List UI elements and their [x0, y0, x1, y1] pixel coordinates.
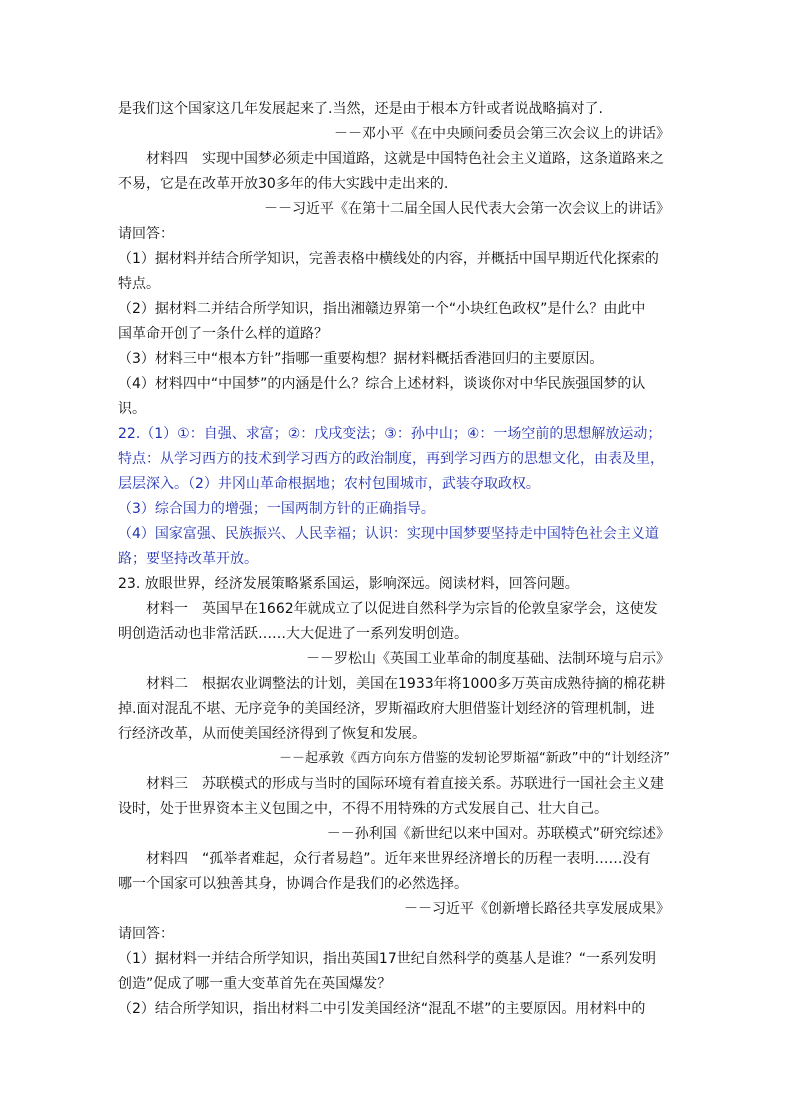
question-line: 创造”促成了哪一重大变革首先在英国爆发？: [118, 976, 392, 992]
material-four-line: 材料四 实现中国梦必须走中国道路，这就是中国特色社会主义道路，这条道路来之: [146, 151, 664, 167]
material-one-line: 材料一 英国早在1662年就成立了以促进自然科学为宗旨的伦敦皇家学会，这使发: [146, 601, 658, 617]
question-heading: 23. 放眼世界，经济发展策略紧系国运，影响深远。阅读材料，回答问题。: [118, 576, 579, 592]
material-three-line: 材料三 苏联模式的形成与当时的国际环境有着直接关系。苏联进行一国社会主义建: [146, 776, 664, 792]
text-line: 行经济改革，从而使美国经济得到了恢复和发展。: [118, 726, 426, 742]
answer-line: 特点：从学习西方的技术到学习西方的政治制度，再到学习西方的思想文化，由表及里，: [118, 451, 664, 467]
question-line: （2）结合所学知识，指出材料二中引发美国经济“混乱不堪”的主要原因。用材料中的: [118, 1001, 646, 1017]
answer-prompt: 请回答：: [118, 926, 174, 942]
question-line: 国革命开创了一条什么样的道路？: [118, 326, 328, 342]
citation-line: －－起承敦《西方向东方借鉴的发轫论罗斯福“新政”中的“计划经济”: [279, 751, 670, 766]
answer-line: 路；要坚持改革开放。: [118, 551, 258, 567]
material-two-line: 材料二 根据农业调整法的计划，美国在1933年将1000多万英亩成熟待摘的棉花耕: [146, 676, 666, 692]
citation-line: －－罗松山《英国工业革命的制度基础、法制环境与启示》: [306, 651, 670, 667]
text-line: 不易，它是在改革开放30多年的伟大实践中走出来的.: [118, 176, 449, 192]
citation-line: －－孙利国《新世纪以来中国对。苏联模式”研究综述》: [326, 826, 670, 842]
citation-line: －－邓小平《在中央顾问委员会第三次会议上的讲话》: [334, 126, 670, 142]
answer-prompt: 请回答：: [118, 226, 174, 242]
citation-line: －－习近平《在第十二届全国人民代表大会第一次会议上的讲话》: [264, 201, 670, 217]
answer-line: （4）国家富强、民族振兴、人民幸福；认识：实现中国梦要坚持走中国特色社会主义道: [118, 526, 659, 542]
question-line: （4）材料四中“中国梦”的内涵是什么？综合上述材料，谈谈你对中华民族强国梦的认: [118, 376, 646, 392]
answer-line: 22.（1）①：自强、求富；②：戊戌变法；③：孙中山；④：一场空前的思想解放运动；: [118, 426, 662, 442]
question-line: （1）据材料一并结合所学知识，指出英国17世纪自然科学的奠基人是谁？“一系列发明: [118, 951, 656, 967]
material-four-line: 材料四 “孤举者难起，众行者易趋”。近年来世界经济增长的历程一表明……没有: [146, 851, 651, 867]
text-line: 设时，处于世界资本主义包围之中，不得不用特殊的方式发展自己、壮大自己。: [118, 801, 608, 817]
question-line: （3）材料三中“根本方针”指哪一重要构想？据材料概括香港回归的主要原因。: [118, 351, 604, 367]
question-line: （1）据材料并结合所学知识，完善表格中横线处的内容，并概括中国早期近代化探索的: [118, 251, 659, 267]
question-line: （2）据材料二并结合所学知识，指出湘赣边界第一个“小块红色政权”是什么？由此中: [118, 301, 646, 317]
text-line: 哪一个国家可以独善其身，协调合作是我们的必然选择。: [118, 876, 468, 892]
text-line: 明创造活动也非常活跃……大大促进了一系列发明创造。: [118, 626, 468, 642]
text-line: 掉.面对混乱不堪、无序竞争的美国经济，罗斯福政府大胆借鉴计划经济的管理机制，进: [118, 701, 655, 717]
text-line: 是我们这个国家这几年发展起来了.当然，还是由于根本方针或者说战略搞对了.: [118, 101, 603, 117]
question-line: 识。: [118, 401, 146, 417]
citation-line: －－习近平《创新增长路径共享发展成果》: [404, 901, 670, 917]
answer-line: （3）综合国力的增强；一国两制方针的正确指导。: [118, 501, 435, 517]
answer-line: 层层深入。（2）井冈山革命根据地；农村包围城市，武装夺取政权。: [118, 476, 540, 492]
question-line: 特点。: [118, 276, 160, 292]
